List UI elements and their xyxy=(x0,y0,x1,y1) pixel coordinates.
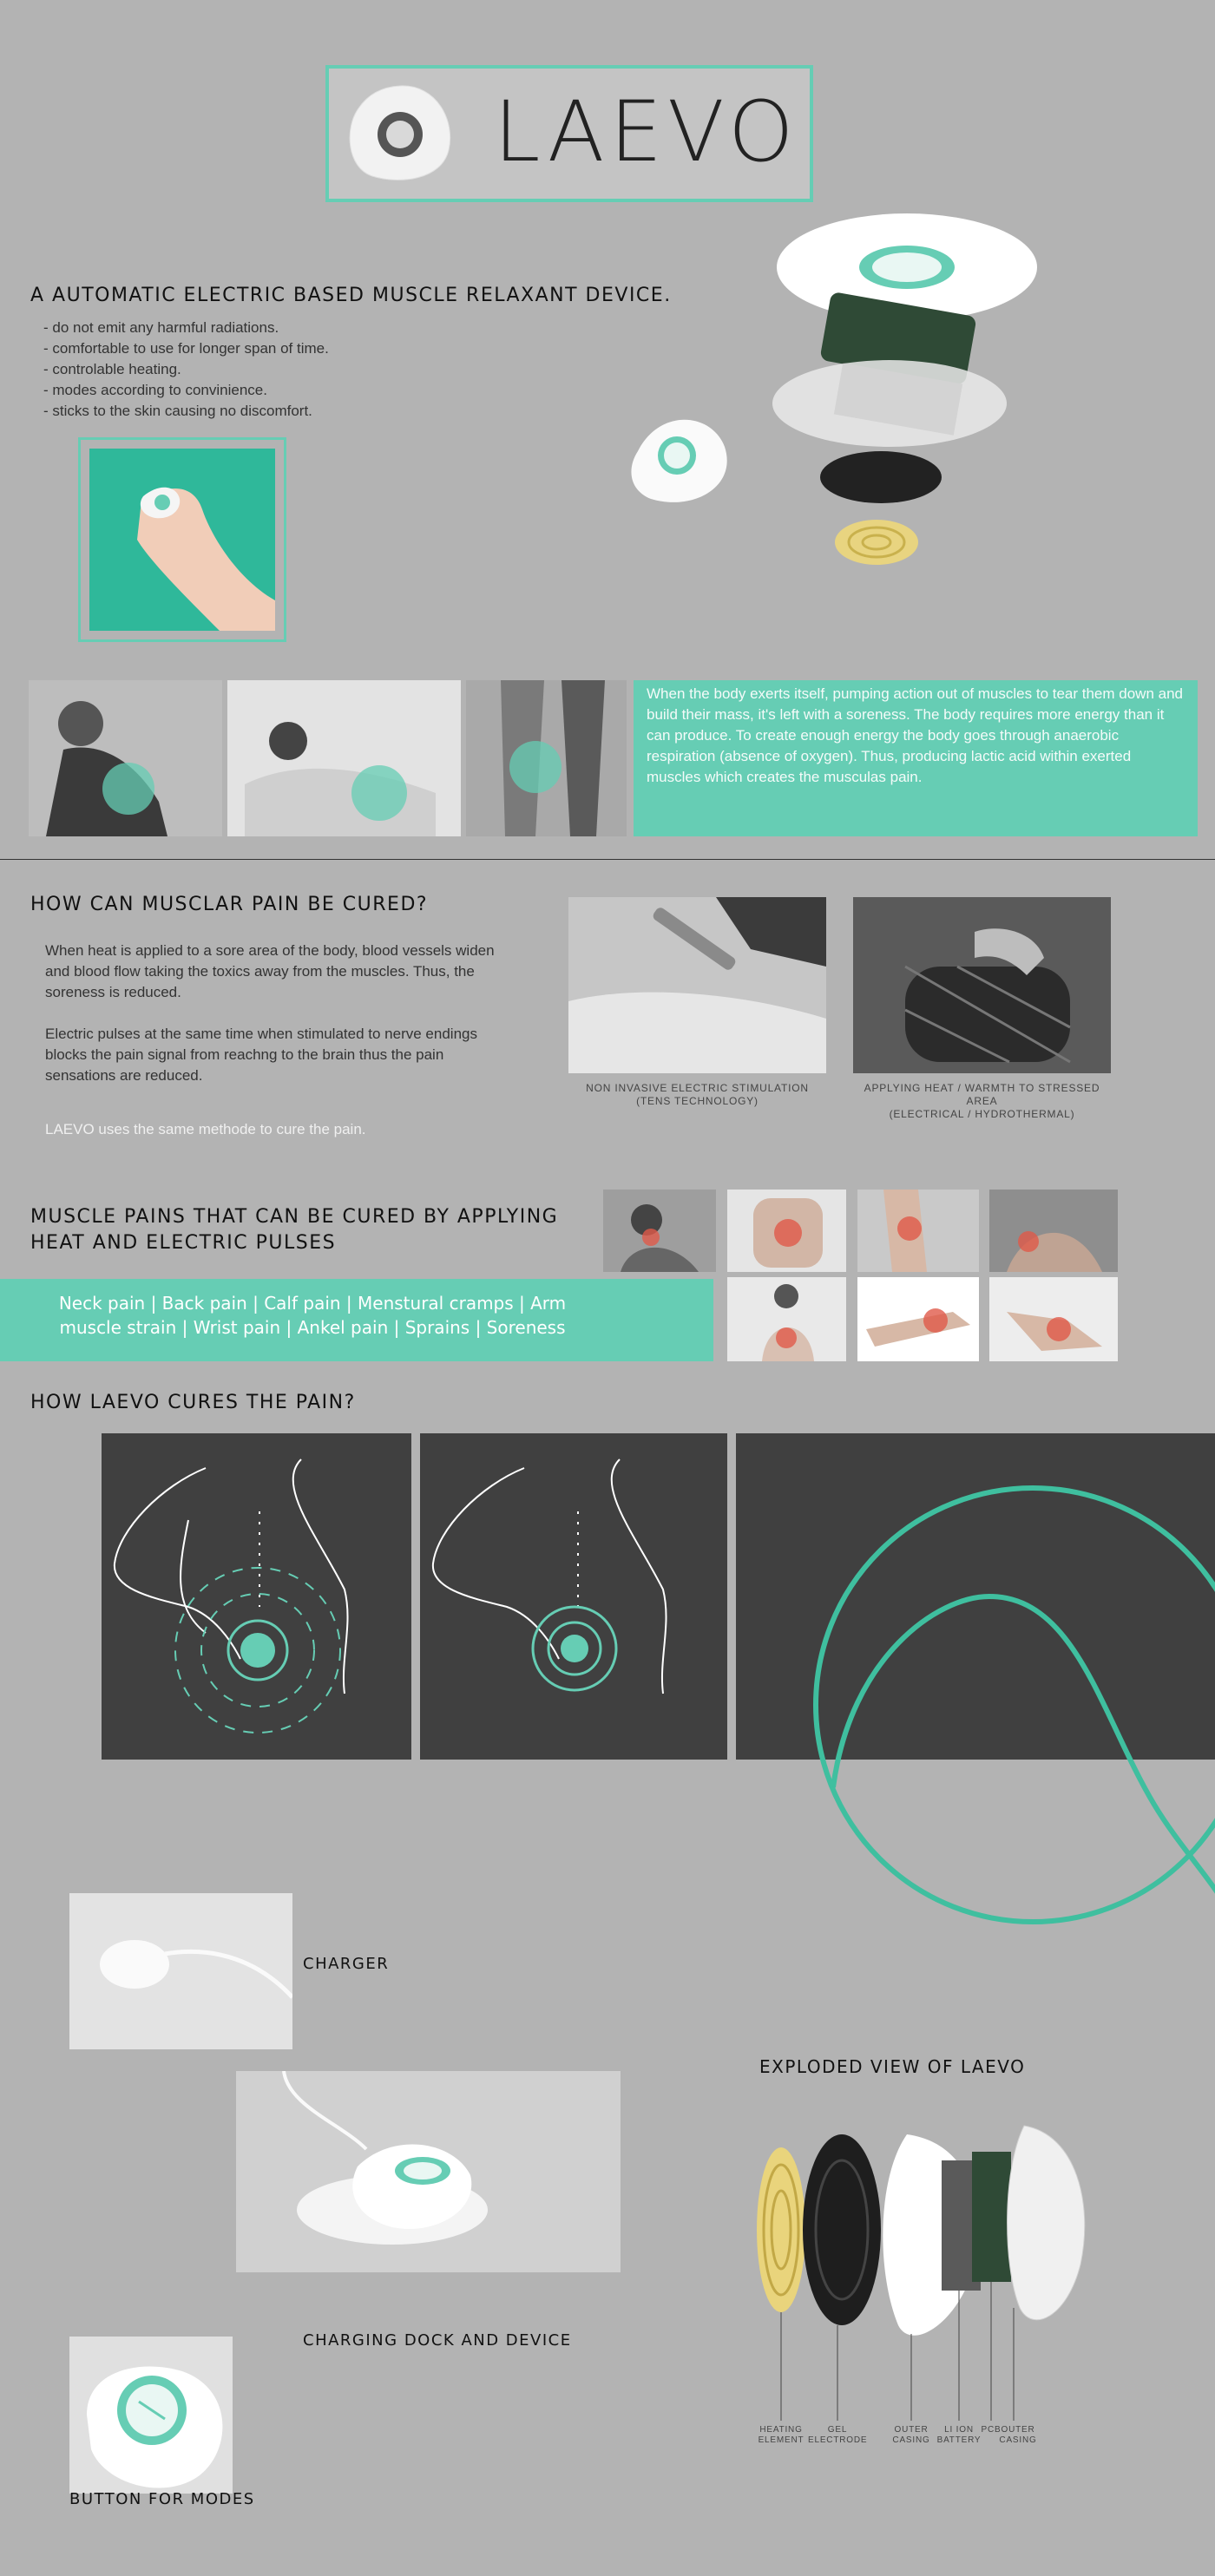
exploded-label-heating xyxy=(752,2425,811,2446)
back-pain-photo xyxy=(727,1190,846,1272)
label-line: PCB xyxy=(981,2425,1002,2435)
feature-item: - comfortable to use for longer span of time. xyxy=(43,340,329,357)
heat-caption-line1: APPLYING HEAT / WARMTH TO STRESSED AREA xyxy=(864,1082,1100,1107)
feature-item: - modes according to convinience. xyxy=(43,382,267,398)
label-line: CASING xyxy=(999,2435,1037,2445)
menstrual-cramps-photo xyxy=(727,1277,846,1361)
laevo-wave-graphic xyxy=(798,1475,1215,1926)
label-line: BATTERY xyxy=(936,2435,982,2445)
cause-text-box xyxy=(634,680,1198,836)
exploded-label-gel xyxy=(808,2425,867,2446)
cure-para-3: LAEVO uses the same methode to cure the pain. xyxy=(45,1121,366,1137)
cure-para-1: When heat is applied to a sore area of the body, blood vessels widen and blood flow taking the toxics away from the muscles. Thus, the soreness is reduced. xyxy=(45,942,495,1000)
tired-runner-photo xyxy=(29,680,222,836)
feature-item: - controlable heating. xyxy=(43,361,181,377)
pains-title-line2: HEAT AND ELECTRIC PULSES xyxy=(30,1232,337,1254)
heat-caption xyxy=(853,1082,1111,1121)
mode-button-photo xyxy=(69,2337,233,2494)
feature-item: - do not emit any harmful radiations. xyxy=(43,319,279,336)
cure-title: HOW CAN MUSCLAR PAIN BE CURED? xyxy=(30,894,429,915)
pains-list-box xyxy=(0,1279,713,1361)
hand-photo-frame xyxy=(78,437,286,642)
label-line: ELECTRODE xyxy=(808,2435,868,2445)
pulse-diagram-panel xyxy=(420,1433,727,1760)
wrist-pain-photo xyxy=(857,1277,979,1361)
tens-caption-line1: NON INVASIVE ELECTRIC STIMULATION xyxy=(586,1082,809,1094)
arm-strain-photo xyxy=(989,1190,1118,1272)
cure-para-2: Electric pulses at the same time when stimulated to nerve endings blocks the pain signal from reachng to the brain thus the pain sensations are reduced. xyxy=(45,1026,477,1084)
pains-title xyxy=(30,1204,558,1256)
pains-title-line1: MUSCLE PAINS THAT CAN BE CURED BY APPLYING xyxy=(30,1206,559,1228)
feature-item: - sticks to the skin causing no discomfort. xyxy=(43,403,312,419)
device-icon xyxy=(339,77,461,190)
brand-name: LAEVO xyxy=(494,83,799,180)
ankle-pain-photo xyxy=(989,1277,1118,1361)
charger-label: CHARGER xyxy=(303,1955,390,1973)
pains-list xyxy=(0,1279,625,1340)
neck-pain-photo xyxy=(603,1190,716,1272)
exploded-label-outer-casing-1 xyxy=(885,2425,937,2446)
exploded-title: EXPLODED VIEW OF LAEVO xyxy=(759,2056,1026,2077)
heat-caption-line2: (ELECTRICAL / HYDROTHERMAL) xyxy=(889,1108,1075,1120)
label-line: GEL xyxy=(827,2425,848,2435)
how-title: HOW LAEVO CURES THE PAIN? xyxy=(30,1392,356,1413)
tens-caption-line2: (TENS TECHNOLOGY) xyxy=(636,1095,759,1107)
cause-text: When the body exerts itself, pumping action out of muscles to tear them down and build their mass, it's left with a soreness. The body requires more energy than it can produce. To create enough energy the body goes through anaerobic respiration (absence of oxygen). Thus, producing lactic acid within exerted muscles which creates the musculas pain. xyxy=(647,685,1184,785)
calf-pain-photo xyxy=(857,1190,979,1272)
leg-pain-photo xyxy=(466,680,627,836)
heat-pack-photo xyxy=(853,897,1111,1073)
tens-caption xyxy=(568,1082,826,1108)
tens-photo xyxy=(568,897,826,1073)
label-line: CASING xyxy=(892,2435,930,2445)
resting-woman-photo xyxy=(227,680,461,836)
label-line: OUTER xyxy=(894,2425,929,2435)
label-line: LI ION xyxy=(944,2425,974,2435)
label-line: HEATING xyxy=(759,2425,803,2435)
mode-button-label: BUTTON FOR MODES xyxy=(69,2490,255,2508)
feature-list xyxy=(43,318,329,422)
label-line: OUTER xyxy=(1001,2425,1035,2435)
charging-dock-label: CHARGING DOCK AND DEVICE xyxy=(303,2331,572,2350)
logo-banner xyxy=(325,65,813,202)
pains-list-line2: muscle strain | Wrist pain | Ankel pain | Sprains | Soreness xyxy=(59,1317,566,1338)
label-line: ELEMENT xyxy=(758,2435,805,2445)
charging-dock-photo xyxy=(236,2071,621,2272)
intro-title: A AUTOMATIC ELECTRIC BASED MUSCLE RELAXANT DEVICE. xyxy=(30,285,672,306)
charger-photo xyxy=(69,1893,292,2049)
hand-holding-device-image xyxy=(89,449,275,631)
heat-diagram-panel xyxy=(102,1433,411,1760)
pains-list-line1: Neck pain | Back pain | Calf pain | Menstural cramps | Arm xyxy=(58,1293,567,1314)
section-divider xyxy=(0,859,1215,860)
exploded-label-outer-casing-2 xyxy=(994,2425,1042,2446)
device-exploded-render xyxy=(590,200,1076,581)
